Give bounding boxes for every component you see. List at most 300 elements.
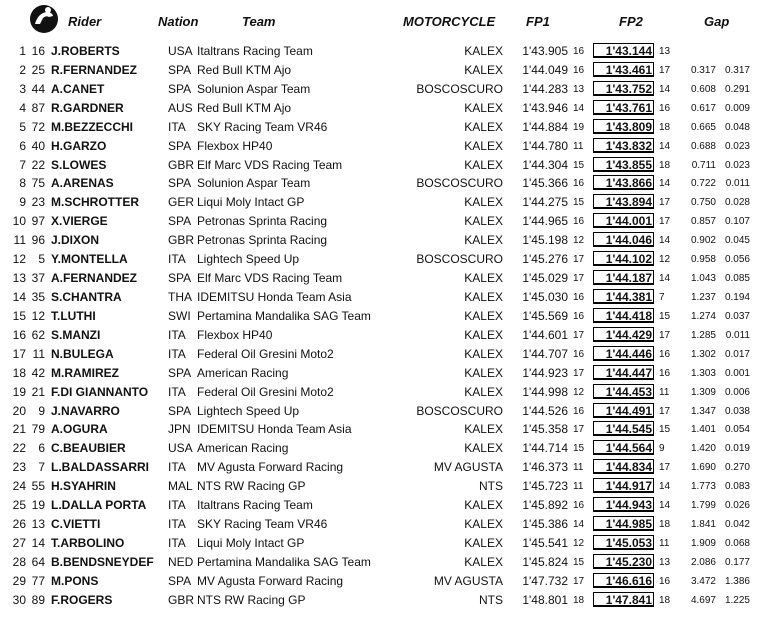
fp1-lap: 16 — [573, 46, 585, 57]
nation: SPA — [168, 81, 192, 96]
team-name: Solunion Aspar Team — [197, 176, 311, 191]
fp2-lap: 16 — [659, 575, 671, 587]
rider-number: 25 — [31, 62, 45, 77]
fp2-lap: 7 — [659, 291, 665, 303]
fp1-lap: 16 — [573, 310, 585, 322]
rider-number: 21 — [31, 384, 45, 399]
gap-to-previous: 0.194 — [724, 291, 750, 303]
motorcycle: KALEX — [464, 346, 503, 361]
rider-number: 89 — [31, 592, 45, 607]
fp2-time: 1'44.943 — [605, 498, 652, 513]
rider-name: A.FERNANDEZ — [51, 271, 137, 286]
team-name: Petronas Sprinta Racing — [197, 233, 328, 248]
motorcycle: BOSCOSCURO — [416, 81, 503, 96]
fp1-time: 1'44.965 — [522, 214, 568, 229]
gap-to-first: 1.303 — [690, 367, 716, 379]
team-name: Pertamina Mandalika SAG Team — [197, 308, 371, 323]
gap-to-first: 1.773 — [690, 481, 716, 493]
nation: THA — [168, 289, 192, 304]
header-gap: Gap — [704, 14, 730, 29]
gap-to-first: 0.902 — [690, 235, 716, 247]
gap-to-previous: 0.270 — [724, 462, 750, 474]
motorcycle: KALEX — [464, 214, 503, 229]
fp1-lap: 18 — [573, 594, 585, 606]
nation: SWI — [168, 308, 191, 323]
rider-number: 42 — [31, 365, 45, 380]
fp1-time: 1'44.998 — [522, 384, 568, 399]
fp1-time: 1'45.029 — [522, 271, 568, 286]
fp1-time: 1'44.884 — [522, 119, 568, 134]
gap-to-first: 1.043 — [690, 273, 716, 285]
fp1-lap: 16 — [573, 291, 585, 303]
fp2-time: 1'43.461 — [605, 62, 652, 77]
rider-name: R.GARDNER — [51, 100, 124, 115]
motorcycle: KALEX — [464, 365, 503, 380]
position: 14 — [12, 289, 26, 304]
fp2-lap: 13 — [659, 556, 671, 568]
rider-name: H.SYAHRIN — [51, 479, 116, 494]
fp1-time: 1'44.923 — [522, 365, 568, 380]
position: 27 — [12, 535, 26, 550]
team-name: Elf Marc VDS Racing Team — [197, 157, 343, 172]
gap-to-previous: 0.037 — [724, 310, 750, 322]
motorcycle: KALEX — [464, 195, 503, 210]
rider-number: 5 — [38, 252, 45, 267]
rider-name: M.SCHROTTER — [51, 195, 139, 210]
fp2-lap: 13 — [659, 46, 671, 57]
fp2-lap: 14 — [659, 235, 671, 247]
nation: SPA — [168, 271, 192, 286]
team-name: SKY Racing Team VR46 — [197, 517, 328, 532]
fp1-lap: 17 — [573, 575, 585, 587]
fp2-lap: 18 — [659, 519, 671, 531]
fp1-lap: 16 — [573, 348, 585, 360]
motorcycle: KALEX — [464, 554, 503, 569]
table-row — [0, 326, 763, 345]
fp1-lap: 17 — [573, 254, 585, 266]
fp2-time: 1'46.616 — [605, 573, 652, 588]
fp2-time: 1'44.418 — [605, 308, 652, 323]
rider-number: 77 — [31, 573, 45, 588]
rider-name: T.LUTHI — [51, 308, 96, 323]
position: 24 — [12, 479, 26, 494]
rider-name: A.OGURA — [51, 422, 108, 437]
fp2-time: 1'43.832 — [605, 138, 652, 153]
table-row — [0, 534, 763, 553]
nation: ITA — [168, 498, 186, 513]
rider-name: X.VIERGE — [51, 214, 108, 229]
motorcycle: KALEX — [464, 100, 503, 115]
fp2-lap: 17 — [659, 405, 671, 417]
gap-to-previous: 0.009 — [724, 102, 750, 114]
gap-to-previous: 0.085 — [724, 273, 750, 285]
table-row — [0, 231, 763, 250]
nation: ITA — [168, 460, 186, 475]
rider-name: J.ROBERTS — [51, 44, 120, 58]
rider-name: S.CHANTRA — [51, 289, 122, 304]
fp1-time: 1'43.946 — [522, 100, 568, 115]
team-name: Federal Oil Gresini Moto2 — [197, 384, 334, 399]
motorcycle: KALEX — [464, 119, 503, 134]
fp2-time: 1'44.381 — [605, 289, 652, 304]
fp1-time: 1'45.386 — [522, 517, 568, 532]
fp2-time: 1'44.429 — [605, 327, 652, 342]
fp2-time: 1'44.046 — [605, 233, 652, 248]
gap-to-first: 1.799 — [690, 500, 716, 512]
fp2-lap: 12 — [659, 254, 671, 266]
fp2-lap: 18 — [659, 594, 671, 606]
position: 6 — [19, 138, 26, 153]
gap-to-previous: 0.038 — [724, 405, 750, 417]
fp2-time: 1'44.102 — [605, 252, 652, 267]
fp2-lap: 15 — [659, 310, 671, 322]
gap-to-first: 0.722 — [690, 178, 716, 190]
fp1-time: 1'45.198 — [522, 233, 568, 248]
fp1-time: 1'44.601 — [522, 327, 568, 342]
gap-to-first: 0.608 — [690, 83, 716, 95]
team-name: American Racing — [197, 441, 289, 456]
team-name: MV Agusta Forward Racing — [197, 460, 344, 475]
motorcycle: MV AGUSTA — [433, 573, 503, 588]
gap-to-previous: 0.011 — [725, 329, 750, 341]
fp1-time: 1'45.824 — [522, 554, 568, 569]
fp2-lap: 14 — [659, 481, 671, 493]
gap-to-first: 1.420 — [690, 443, 716, 455]
fp2-time: 1'43.855 — [605, 157, 652, 172]
position: 7 — [19, 157, 26, 172]
header-team: Team — [242, 14, 276, 29]
motorcycle: BOSCOSCURO — [416, 176, 503, 191]
table-header — [0, 0, 763, 36]
fp2-lap: 11 — [659, 537, 670, 549]
rider-number: 14 — [31, 535, 45, 550]
team-name: Solunion Aspar Team — [197, 81, 311, 96]
position: 10 — [12, 214, 26, 229]
gap-to-first: 3.472 — [690, 575, 716, 587]
rider-name: Y.MONTELLA — [51, 252, 128, 267]
fp1-time: 1'47.732 — [522, 573, 568, 588]
team-name: Flexbox HP40 — [197, 138, 273, 153]
team-name: Red Bull KTM Ajo — [197, 100, 292, 115]
fp1-time: 1'44.275 — [522, 195, 568, 210]
fp1-lap: 17 — [573, 273, 585, 285]
table-row — [0, 345, 763, 364]
fp2-time: 1'44.446 — [605, 346, 652, 361]
header-fp2: FP2 — [619, 14, 643, 29]
nation: ITA — [168, 252, 186, 267]
gap-to-previous: 0.023 — [724, 159, 750, 171]
gap-to-previous: 0.011 — [725, 178, 750, 190]
fp1-time: 1'45.276 — [522, 252, 568, 267]
header-rider: Rider — [68, 14, 102, 29]
fp2-lap: 16 — [659, 102, 671, 114]
nation: ITA — [168, 384, 186, 399]
rider-name: L.DALLA PORTA — [51, 498, 147, 513]
fp2-lap: 17 — [659, 197, 671, 209]
gap-to-first: 1.237 — [690, 291, 716, 303]
rider-number: 87 — [31, 100, 45, 115]
nation: USA — [168, 441, 193, 456]
team-name: IDEMITSU Honda Team Asia — [197, 289, 352, 304]
table-row — [0, 99, 763, 118]
fp1-time: 1'48.801 — [522, 592, 568, 607]
team-name: NTS RW Racing GP — [197, 592, 306, 607]
position: 8 — [19, 176, 26, 191]
fp1-lap: 11 — [573, 140, 584, 152]
fp2-time: 1'43.809 — [605, 119, 652, 134]
nation: SPA — [168, 176, 192, 191]
fp2-lap: 18 — [659, 159, 671, 171]
rider-name: M.PONS — [51, 573, 99, 588]
fp1-lap: 11 — [573, 462, 584, 474]
position: 16 — [12, 327, 26, 342]
table-row — [0, 212, 763, 231]
position: 23 — [12, 460, 26, 475]
team-name: SKY Racing Team VR46 — [197, 119, 328, 134]
gap-to-previous: 0.054 — [724, 424, 750, 436]
table-row — [0, 515, 763, 534]
fp2-lap: 17 — [659, 64, 671, 76]
team-name: Pertamina Mandalika SAG Team — [197, 554, 371, 569]
gap-to-first: 0.688 — [690, 140, 716, 152]
motorcycle: KALEX — [464, 138, 503, 153]
gap-to-first: 1.690 — [690, 462, 716, 474]
table-row — [0, 477, 763, 496]
gap-to-first: 1.909 — [690, 537, 716, 549]
table-row — [0, 269, 763, 288]
gap-to-previous: 0.001 — [724, 367, 750, 379]
team-name: Italtrans Racing Team — [197, 498, 313, 513]
table-row — [0, 193, 763, 212]
fp2-lap: 14 — [659, 140, 671, 152]
nation: SPA — [168, 403, 192, 418]
fp1-lap: 15 — [573, 197, 585, 209]
nation: SPA — [168, 138, 192, 153]
team-name: MV Agusta Forward Racing — [197, 573, 344, 588]
gap-to-previous: 0.107 — [724, 216, 750, 228]
table-row — [0, 439, 763, 458]
gap-to-previous: 0.017 — [724, 348, 750, 360]
rider-number: 37 — [31, 271, 45, 286]
table-row — [0, 288, 763, 307]
rider-name: H.GARZO — [51, 138, 107, 153]
position: 30 — [12, 592, 26, 607]
gap-to-first: 2.086 — [690, 556, 716, 568]
team-name: Red Bull KTM Ajo — [197, 62, 292, 77]
gap-to-first: 1.302 — [690, 348, 716, 360]
gap-to-first: 1.347 — [690, 405, 716, 417]
nation: USA — [168, 44, 193, 58]
fp2-lap: 17 — [659, 216, 671, 228]
nation: GER — [168, 195, 195, 210]
gap-to-first: 0.958 — [690, 254, 716, 266]
rider-name: C.VIETTI — [51, 517, 101, 532]
motorcycle: KALEX — [464, 157, 503, 172]
header-motorcycle: MOTORCYCLE — [403, 14, 496, 29]
gap-to-previous: 1.225 — [724, 594, 750, 606]
rider-number: 55 — [31, 479, 45, 494]
gap-to-first: 1.401 — [690, 424, 716, 436]
fp1-lap: 11 — [573, 481, 584, 493]
fp2-time: 1'44.491 — [605, 403, 652, 418]
table-row — [0, 156, 763, 175]
table-row — [0, 402, 763, 421]
gap-to-previous: 0.023 — [724, 140, 750, 152]
rider-name: N.BULEGA — [51, 346, 114, 361]
nation: NED — [168, 554, 194, 569]
rider-name: M.BEZZECCHI — [51, 119, 133, 134]
nation: SPA — [168, 365, 192, 380]
table-row — [0, 61, 763, 80]
rider-name: A.ARENAS — [51, 176, 114, 191]
motorcycle: KALEX — [464, 384, 503, 399]
gap-to-first: 1.285 — [690, 329, 716, 341]
nation: GBR — [168, 157, 195, 172]
nation: JPN — [168, 422, 191, 437]
gap-to-previous: 0.083 — [724, 481, 750, 493]
motorcycle: KALEX — [464, 44, 503, 58]
fp1-lap: 12 — [573, 386, 585, 398]
fp1-lap: 16 — [573, 178, 585, 190]
gap-to-previous: 0.056 — [724, 254, 750, 266]
gap-to-first: 0.711 — [691, 159, 716, 171]
nation: SPA — [168, 62, 192, 77]
gap-to-previous: 0.042 — [724, 519, 750, 531]
gap-to-first: 0.617 — [690, 102, 716, 114]
gap-to-previous: 0.019 — [724, 443, 750, 455]
team-name: IDEMITSU Honda Team Asia — [197, 422, 352, 437]
position: 22 — [12, 441, 26, 456]
table-row — [0, 174, 763, 193]
fp1-time: 1'45.892 — [522, 498, 568, 513]
gap-to-first: 1.841 — [690, 519, 716, 531]
fp1-lap: 17 — [573, 424, 585, 436]
position: 15 — [12, 308, 26, 323]
position: 13 — [12, 271, 26, 286]
fp1-lap: 14 — [573, 102, 585, 114]
rider-name: T.ARBOLINO — [51, 535, 125, 550]
team-name: Lightech Speed Up — [197, 252, 300, 267]
gap-to-previous: 0.177 — [724, 556, 750, 568]
fp2-lap: 18 — [659, 121, 671, 133]
table-row — [0, 591, 763, 610]
gap-to-previous: 0.068 — [724, 537, 750, 549]
fp1-time: 1'44.526 — [522, 403, 568, 418]
rider-number: 40 — [31, 138, 45, 153]
fp1-lap: 12 — [573, 235, 585, 247]
fp1-time: 1'45.366 — [522, 176, 568, 191]
rider-name: S.LOWES — [51, 157, 107, 172]
rider-name: L.BALDASSARRI — [51, 460, 149, 475]
fp2-time: 1'43.866 — [605, 176, 652, 191]
fp2-lap: 14 — [659, 273, 671, 285]
table-row — [0, 420, 763, 439]
fp1-time: 1'45.358 — [522, 422, 568, 437]
fp2-time: 1'43.894 — [605, 195, 652, 210]
position: 11 — [13, 233, 26, 248]
fp1-time: 1'45.030 — [522, 289, 568, 304]
gap-to-previous: 0.006 — [724, 386, 750, 398]
motorcycle: KALEX — [464, 422, 503, 437]
header-nation: Nation — [158, 14, 199, 29]
rider-number: 19 — [31, 498, 45, 513]
rider-number: 23 — [31, 195, 45, 210]
nation: ITA — [168, 327, 186, 342]
rider-number: 79 — [31, 422, 45, 437]
fp2-time: 1'43.752 — [605, 81, 652, 96]
fp1-lap: 15 — [573, 159, 585, 171]
fp1-lap: 17 — [573, 367, 585, 379]
position: 19 — [12, 384, 26, 399]
fp2-time: 1'44.447 — [605, 365, 652, 380]
rider-name: S.MANZI — [51, 327, 101, 342]
motorcycle: KALEX — [464, 498, 503, 513]
gap-to-first: 0.317 — [690, 64, 716, 76]
motorcycle: KALEX — [464, 308, 503, 323]
fp2-time: 1'44.187 — [605, 271, 652, 286]
table-row — [0, 137, 763, 156]
fp2-time: 1'44.564 — [605, 441, 652, 456]
fp1-lap: 19 — [573, 121, 585, 133]
fp2-time: 1'44.545 — [605, 422, 652, 437]
position: 26 — [12, 517, 26, 532]
table-row — [0, 250, 763, 269]
fp1-time: 1'45.723 — [522, 479, 568, 494]
rider-number: 22 — [31, 157, 45, 172]
fp2-lap: 14 — [659, 178, 671, 190]
nation: GBR — [168, 592, 195, 607]
fp1-time: 1'44.714 — [522, 441, 568, 456]
nation: SPA — [168, 573, 192, 588]
rider-number: 75 — [31, 176, 45, 191]
fp1-lap: 15 — [573, 443, 585, 455]
gap-to-first: 0.750 — [690, 197, 716, 209]
nation: ITA — [168, 535, 186, 550]
position: 2 — [19, 62, 26, 77]
fp2-time: 1'43.144 — [605, 44, 652, 58]
fp2-time: 1'47.841 — [605, 592, 652, 607]
rider-name: J.DIXON — [51, 233, 100, 248]
motorcycle: NTS — [479, 592, 503, 607]
fp1-time: 1'44.780 — [522, 138, 568, 153]
fp2-lap: 15 — [659, 424, 671, 436]
rider-name: C.BEAUBIER — [51, 441, 126, 456]
gap-to-previous: 0.291 — [724, 83, 750, 95]
rider-number: 11 — [32, 346, 45, 361]
team-name: Lightech Speed Up — [197, 403, 300, 418]
fp1-time: 1'45.541 — [522, 535, 568, 550]
rider-number: 16 — [31, 44, 45, 58]
fp2-time: 1'44.985 — [605, 517, 652, 532]
fp1-time: 1'46.373 — [522, 460, 568, 475]
fp2-time: 1'44.834 — [605, 460, 652, 475]
fp2-time: 1'44.453 — [605, 384, 652, 399]
rider-name: A.CANET — [51, 81, 105, 96]
motorcycle: KALEX — [464, 517, 503, 532]
fp2-lap: 16 — [659, 367, 671, 379]
team-name: Italtrans Racing Team — [197, 44, 313, 58]
fp1-lap: 14 — [573, 519, 585, 531]
header-fp1: FP1 — [526, 14, 550, 29]
rider-number: 62 — [31, 327, 45, 342]
position: 5 — [19, 119, 26, 134]
gap-to-first: 4.697 — [690, 594, 716, 606]
nation: ITA — [168, 517, 186, 532]
nation: GBR — [168, 233, 195, 248]
fp1-time: 1'44.049 — [522, 62, 568, 77]
motorcycle: MV AGUSTA — [433, 460, 503, 475]
fp1-lap: 16 — [573, 500, 585, 512]
